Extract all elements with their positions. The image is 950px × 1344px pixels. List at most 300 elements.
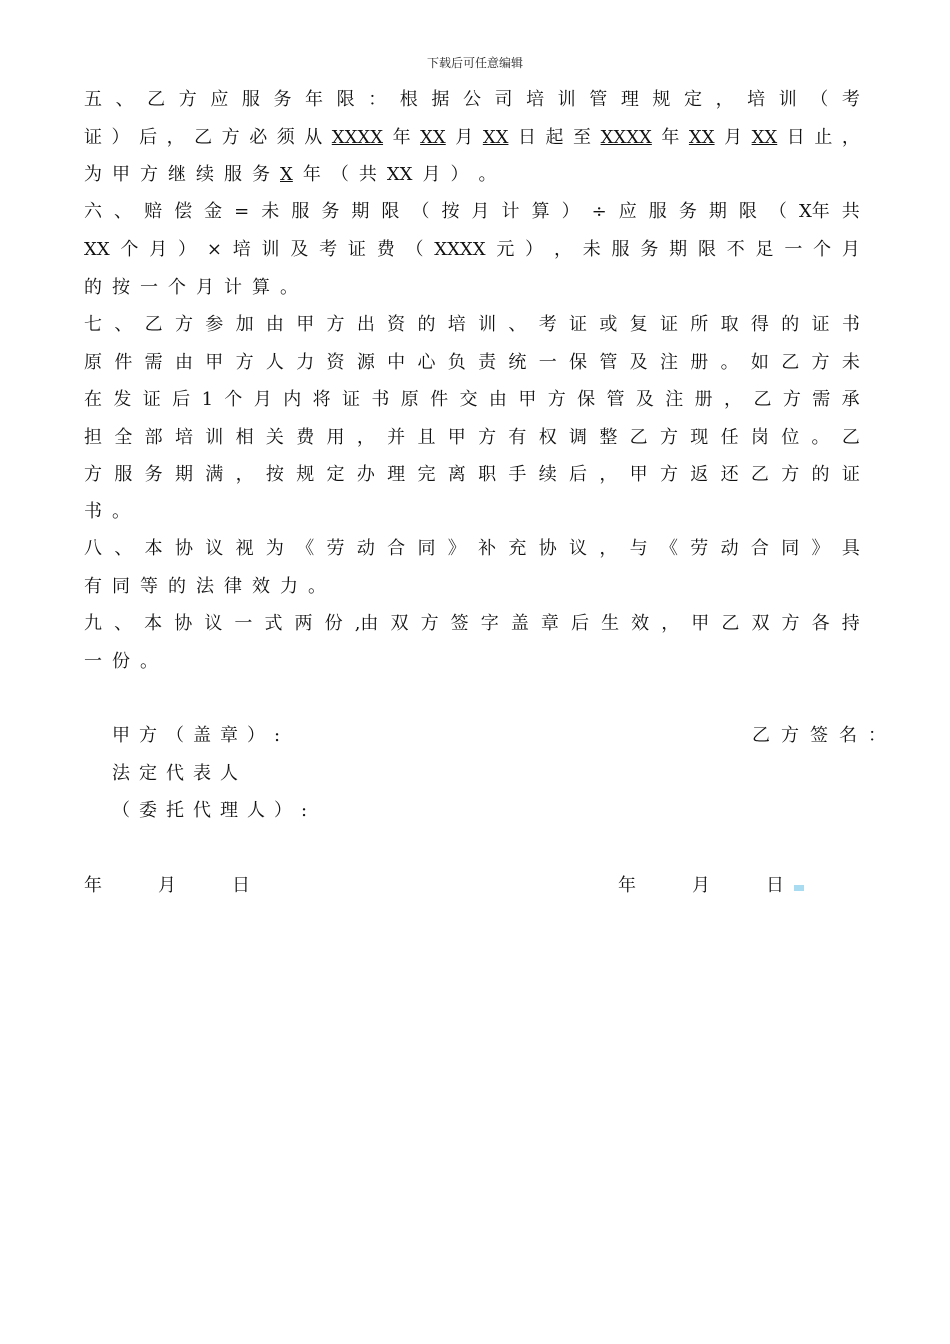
text-segment: 视 — [235, 538, 254, 559]
text-segment: 协 — [174, 538, 193, 559]
clause-6-line-3 — [84, 276, 860, 300]
text-segment: 培 — [526, 89, 545, 110]
text-segment: 任 — [720, 427, 739, 448]
text-segment: = — [234, 201, 250, 222]
text-segment: （ — [405, 239, 424, 260]
text-segment: XX — [420, 127, 446, 148]
text-segment: 训 — [778, 89, 797, 110]
text-segment: ） — [450, 164, 469, 185]
text-segment: 律 — [224, 576, 242, 597]
text-segment: 由 — [174, 352, 193, 373]
text-segment: ） — [561, 201, 580, 222]
text-segment: 注 — [665, 389, 684, 410]
text-segment: 全 — [114, 427, 133, 448]
text-segment: （ — [768, 201, 787, 222]
text-segment: 承 — [841, 389, 860, 410]
clause-5-line-2 — [84, 126, 860, 150]
text-segment: 甲 — [629, 464, 648, 485]
text-segment: 及 — [629, 352, 648, 373]
text-segment: 》 — [811, 538, 830, 559]
text-segment: 期 — [669, 239, 688, 260]
text-segment: 章 — [540, 613, 559, 634]
clause-6-line-2 — [84, 238, 860, 262]
text-segment: 满 — [205, 464, 224, 485]
text-segment: 盖 — [510, 613, 529, 634]
text-segment: 书 — [841, 314, 860, 335]
text-segment: 后 — [172, 389, 191, 410]
text-segment: 充 — [508, 538, 527, 559]
text-segment: 后 — [570, 613, 589, 634]
text-segment: 应 — [618, 201, 637, 222]
text-segment: 止 — [814, 127, 833, 148]
text-segment: 的 — [781, 314, 800, 335]
text-segment: XX — [386, 164, 413, 185]
text-segment: 件 — [114, 352, 133, 373]
text-segment: 一 — [538, 352, 557, 373]
text-segment: 限 — [336, 89, 355, 110]
text-segment: 权 — [538, 427, 557, 448]
text-segment: 年 — [302, 164, 321, 185]
text-segment: 六 — [84, 201, 102, 222]
legal-representative-label: 法定代表人 — [112, 763, 247, 784]
text-segment: 参 — [205, 314, 224, 335]
text-segment: 签 — [450, 613, 469, 634]
text-segment: 、 — [114, 314, 133, 335]
text-segment: 元 — [496, 239, 515, 260]
text-segment: 保 — [577, 389, 596, 410]
text-segment: 力 — [296, 352, 315, 373]
text-segment: 效 — [252, 576, 270, 597]
text-segment: 方 — [420, 613, 439, 634]
text-segment: 计 — [501, 201, 520, 222]
text-segment: 乙 — [841, 427, 860, 448]
text-segment: 有 — [508, 427, 527, 448]
text-segment: 中 — [387, 352, 406, 373]
text-segment: ） — [525, 239, 544, 260]
text-segment: ， — [166, 127, 185, 148]
text-segment: 方 — [221, 127, 240, 148]
text-segment: 持 — [841, 613, 860, 634]
text-segment: 现 — [690, 427, 709, 448]
date-left-year: 年 — [84, 875, 102, 896]
text-segment: 或 — [599, 314, 618, 335]
text-segment: X年 — [798, 201, 830, 222]
text-segment: 。 — [811, 427, 830, 448]
text-segment: 不 — [726, 239, 745, 260]
text-segment: 》 — [447, 538, 466, 559]
text-segment: 劳 — [690, 538, 709, 559]
text-segment: 年 — [661, 127, 680, 148]
text-segment: 限 — [738, 201, 757, 222]
text-segment: 书 — [371, 389, 390, 410]
text-segment: 1 — [201, 389, 214, 410]
text-segment: 发 — [113, 389, 132, 410]
text-segment: 、 — [114, 201, 133, 222]
clause-8-line-2 — [84, 575, 860, 599]
text-segment: 司 — [494, 89, 513, 110]
text-segment: 八 — [84, 538, 102, 559]
text-segment: 证 — [811, 314, 830, 335]
text-segment: 力 — [280, 576, 298, 597]
text-segment: 原 — [400, 389, 419, 410]
text-segment: （ — [330, 164, 349, 185]
text-segment: 期 — [708, 201, 727, 222]
text-segment: 《 — [296, 538, 315, 559]
text-segment: 务 — [252, 164, 270, 185]
text-segment: 甲 — [691, 613, 710, 634]
text-segment: 、 — [114, 613, 133, 634]
text-segment: 证 — [142, 389, 161, 410]
clause-6-line-1 — [84, 200, 860, 224]
text-segment: 将 — [312, 389, 331, 410]
text-segment: 管 — [599, 352, 618, 373]
text-segment: 服 — [291, 201, 310, 222]
text-segment: 考 — [319, 239, 338, 260]
text-segment: ， — [553, 239, 572, 260]
text-segment: 书 — [84, 501, 102, 522]
text-segment: 甲 — [205, 352, 224, 373]
text-segment: ， — [715, 89, 734, 110]
text-segment: 证 — [569, 314, 587, 335]
text-segment: X — [280, 164, 293, 185]
text-segment: 方 — [174, 314, 193, 335]
text-segment: 的 — [811, 464, 830, 485]
text-segment: 金 — [204, 201, 223, 222]
party-b-signature-label: 乙方签名： — [752, 725, 897, 746]
text-segment: 保 — [569, 352, 587, 373]
text-segment: 训 — [478, 314, 497, 335]
text-segment: 出 — [356, 314, 375, 335]
text-segment: 月 — [253, 389, 272, 410]
authorized-agent-label: （委托代理人）: — [112, 800, 317, 821]
text-segment: 位 — [781, 427, 800, 448]
text-segment: 方 — [478, 427, 497, 448]
text-segment: ， — [599, 538, 618, 559]
date-left-month: 月 — [158, 875, 176, 896]
text-segment: 源 — [356, 352, 375, 373]
text-segment: 方 — [178, 89, 197, 110]
text-segment: 。 — [140, 651, 158, 672]
text-segment: 。 — [478, 164, 497, 185]
text-segment: 考 — [538, 314, 557, 335]
text-segment: 字 — [480, 613, 499, 634]
text-segment: 同 — [112, 576, 130, 597]
text-segment: 所 — [690, 314, 709, 335]
text-segment: 的 — [84, 277, 102, 298]
text-segment: 月 — [422, 164, 441, 185]
text-segment: ） — [111, 127, 130, 148]
text-segment: 甲 — [447, 427, 466, 448]
text-segment: 足 — [755, 239, 774, 260]
text-segment: 公 — [462, 89, 481, 110]
text-segment: 内 — [283, 389, 302, 410]
text-segment: 同 — [781, 538, 800, 559]
text-segment: 。 — [280, 277, 298, 298]
text-segment: 管 — [606, 389, 625, 410]
text-segment: 续 — [538, 464, 557, 485]
text-segment: 合 — [387, 538, 406, 559]
text-segment: 训 — [205, 427, 224, 448]
text-segment: 乙 — [721, 613, 740, 634]
text-segment: 服 — [241, 89, 260, 110]
text-segment: 注 — [659, 352, 678, 373]
text-segment: 一 — [84, 651, 102, 672]
text-segment: 复 — [629, 314, 648, 335]
text-segment: 务 — [144, 464, 163, 485]
clause-7-line-5 — [84, 463, 860, 487]
clause-5-line-3 — [84, 163, 860, 187]
text-segment: 续 — [196, 164, 214, 185]
text-segment: ， — [235, 464, 254, 485]
text-segment: 协 — [174, 613, 193, 634]
text-segment: 册 — [694, 389, 713, 410]
text-segment: 统 — [508, 352, 527, 373]
text-segment: 规 — [296, 464, 315, 485]
text-segment: 计 — [224, 277, 242, 298]
text-segment: 议 — [204, 613, 223, 634]
text-segment: 期 — [351, 201, 370, 222]
text-segment: 人 — [265, 352, 284, 373]
text-segment: ） — [178, 239, 197, 260]
text-segment: 算 — [252, 277, 270, 298]
text-segment: 服 — [114, 464, 133, 485]
text-segment: 培 — [232, 239, 251, 260]
text-segment: 证 — [841, 464, 860, 485]
text-segment: 费 — [376, 239, 395, 260]
text-segment: 及 — [635, 389, 654, 410]
text-segment: 考 — [841, 89, 860, 110]
text-segment: 年 — [392, 127, 411, 148]
text-segment: XXXX — [331, 127, 384, 148]
text-segment: 同 — [417, 538, 436, 559]
text-segment: ， — [356, 427, 375, 448]
text-segment: ， — [841, 127, 860, 148]
text-segment: 训 — [261, 239, 280, 260]
text-segment: 办 — [356, 464, 375, 485]
text-segment: 方 — [781, 613, 800, 634]
text-segment: 未 — [261, 201, 280, 222]
text-segment: 有 — [84, 576, 102, 597]
clause-7-line-6 — [84, 500, 860, 524]
text-segment: 月 — [471, 201, 490, 222]
text-segment: 培 — [447, 314, 466, 335]
text-segment: 还 — [720, 464, 739, 485]
highlight-mark — [794, 885, 804, 891]
text-segment: 资 — [326, 352, 345, 373]
text-segment: 月 — [149, 239, 168, 260]
text-segment: 乙 — [629, 427, 648, 448]
text-segment: 方 — [547, 389, 566, 410]
text-segment: 方 — [140, 164, 158, 185]
text-segment: 并 — [387, 427, 406, 448]
text-segment: 理 — [620, 89, 639, 110]
text-segment: 月 — [455, 127, 474, 148]
text-segment: ： — [368, 89, 387, 110]
text-segment: 效 — [631, 613, 650, 634]
text-segment: 管 — [589, 89, 608, 110]
text-segment: 交 — [459, 389, 478, 410]
text-segment: 加 — [235, 314, 254, 335]
text-segment: 理 — [387, 464, 406, 485]
date-right-year: 年 — [618, 875, 636, 896]
text-segment: 双 — [390, 613, 409, 634]
text-segment: 方 — [811, 352, 830, 373]
text-segment: 方 — [781, 464, 800, 485]
text-segment: 九 — [84, 613, 102, 634]
text-segment: 心 — [417, 352, 436, 373]
text-segment: 法 — [196, 576, 214, 597]
text-segment: 取 — [720, 314, 739, 335]
text-segment: 后 — [569, 464, 587, 485]
text-segment: 定 — [683, 89, 702, 110]
clause-8-line-1 — [84, 537, 860, 561]
text-segment: ， — [724, 389, 743, 410]
text-segment: 关 — [265, 427, 284, 448]
text-segment: 个 — [224, 389, 243, 410]
text-segment: 服 — [611, 239, 630, 260]
text-segment: 动 — [720, 538, 739, 559]
text-segment: 协 — [538, 538, 557, 559]
text-segment: 个 — [120, 239, 139, 260]
text-segment: 年 — [305, 89, 324, 110]
text-segment: 整 — [599, 427, 618, 448]
text-segment: 服 — [224, 164, 242, 185]
text-segment: 个 — [813, 239, 832, 260]
text-segment: 日 — [786, 127, 805, 148]
text-segment: 月 — [196, 277, 214, 298]
text-segment: 的 — [417, 314, 436, 335]
text-segment: 乙 — [753, 389, 772, 410]
text-segment: 担 — [84, 427, 102, 448]
text-segment: 未 — [582, 239, 601, 260]
text-segment: ,由 — [354, 613, 379, 634]
text-segment: 生 — [601, 613, 620, 634]
text-segment: 至 — [573, 127, 592, 148]
text-segment: 合 — [750, 538, 769, 559]
text-segment: 及 — [290, 239, 309, 260]
text-segment: 调 — [569, 427, 587, 448]
text-segment: 动 — [356, 538, 375, 559]
text-segment: 具 — [841, 538, 860, 559]
text-segment: XX — [482, 127, 509, 148]
text-segment: 手 — [508, 464, 527, 485]
text-segment: ， — [661, 613, 680, 634]
text-segment: 资 — [387, 314, 406, 335]
text-segment: 份 — [112, 651, 130, 672]
text-segment: 册 — [690, 352, 709, 373]
text-segment: 算 — [531, 201, 550, 222]
text-segment: 本 — [144, 538, 163, 559]
text-segment: 按 — [265, 464, 284, 485]
text-segment: 务 — [640, 239, 659, 260]
text-segment: 完 — [417, 464, 436, 485]
text-segment: XX — [751, 127, 778, 148]
text-segment: 需 — [144, 352, 163, 373]
text-segment: 补 — [478, 538, 497, 559]
text-segment: XX — [688, 127, 715, 148]
party-a-seal-label: 甲方（盖章）: — [112, 725, 290, 746]
text-segment: 一 — [784, 239, 803, 260]
date-left-day: 日 — [232, 875, 250, 896]
text-segment: 需 — [812, 389, 831, 410]
text-segment: 乙 — [781, 352, 800, 373]
text-segment: 甲 — [518, 389, 537, 410]
text-segment: 、 — [114, 538, 133, 559]
text-segment: 甲 — [296, 314, 315, 335]
text-segment: 责 — [478, 352, 497, 373]
text-segment: 式 — [264, 613, 283, 634]
text-segment: 负 — [447, 352, 466, 373]
text-segment: 训 — [557, 89, 576, 110]
text-segment: 未 — [841, 352, 860, 373]
text-segment: 日 — [517, 127, 536, 148]
text-segment: 。 — [112, 501, 130, 522]
text-segment: 在 — [84, 389, 102, 410]
clause-5-line-1 — [84, 88, 860, 112]
text-segment: 乙 — [194, 127, 213, 148]
text-segment: 后 — [139, 127, 158, 148]
text-segment: 起 — [545, 127, 564, 148]
date-right-month: 月 — [692, 875, 710, 896]
text-segment: 原 — [84, 352, 102, 373]
text-segment: 月 — [724, 127, 743, 148]
clause-9-line-2 — [84, 650, 860, 674]
text-segment: 个 — [168, 277, 186, 298]
text-segment: 劳 — [326, 538, 345, 559]
text-segment: 双 — [751, 613, 770, 634]
text-segment: 两 — [294, 613, 313, 634]
text-segment: 与 — [629, 538, 648, 559]
text-segment: 据 — [431, 89, 450, 110]
text-segment: 证 — [341, 389, 360, 410]
text-segment: 定 — [326, 464, 345, 485]
text-segment: 期 — [174, 464, 193, 485]
text-segment: 等 — [140, 576, 158, 597]
text-segment: 共 — [841, 201, 860, 222]
text-segment: 、 — [508, 314, 527, 335]
text-segment: （ — [411, 201, 430, 222]
text-segment: 返 — [690, 464, 709, 485]
text-segment: 月 — [841, 239, 860, 260]
text-segment: 部 — [144, 427, 163, 448]
clause-7-line-3 — [84, 388, 860, 412]
text-segment: 方 — [84, 464, 102, 485]
text-segment: 继 — [168, 164, 186, 185]
text-segment: 费 — [296, 427, 315, 448]
text-segment: 岗 — [750, 427, 769, 448]
text-segment: 务 — [321, 201, 340, 222]
text-segment: 本 — [144, 613, 163, 634]
text-segment: 相 — [235, 427, 254, 448]
text-segment: 应 — [210, 89, 229, 110]
text-segment: 培 — [174, 427, 193, 448]
clause-7-line-4 — [84, 426, 860, 450]
text-segment: 的 — [168, 576, 186, 597]
text-segment: 离 — [447, 464, 466, 485]
text-segment: 限 — [381, 201, 400, 222]
text-segment: （ — [810, 89, 829, 110]
text-segment: 一 — [140, 277, 158, 298]
clause-7-line-1 — [84, 313, 860, 337]
text-segment: 方 — [235, 352, 254, 373]
text-segment: 服 — [648, 201, 667, 222]
text-segment: 按 — [441, 201, 460, 222]
text-segment: 甲 — [112, 164, 130, 185]
text-segment: 职 — [478, 464, 497, 485]
text-segment: 按 — [112, 277, 130, 298]
text-segment: 件 — [430, 389, 449, 410]
text-segment: 方 — [659, 464, 678, 485]
